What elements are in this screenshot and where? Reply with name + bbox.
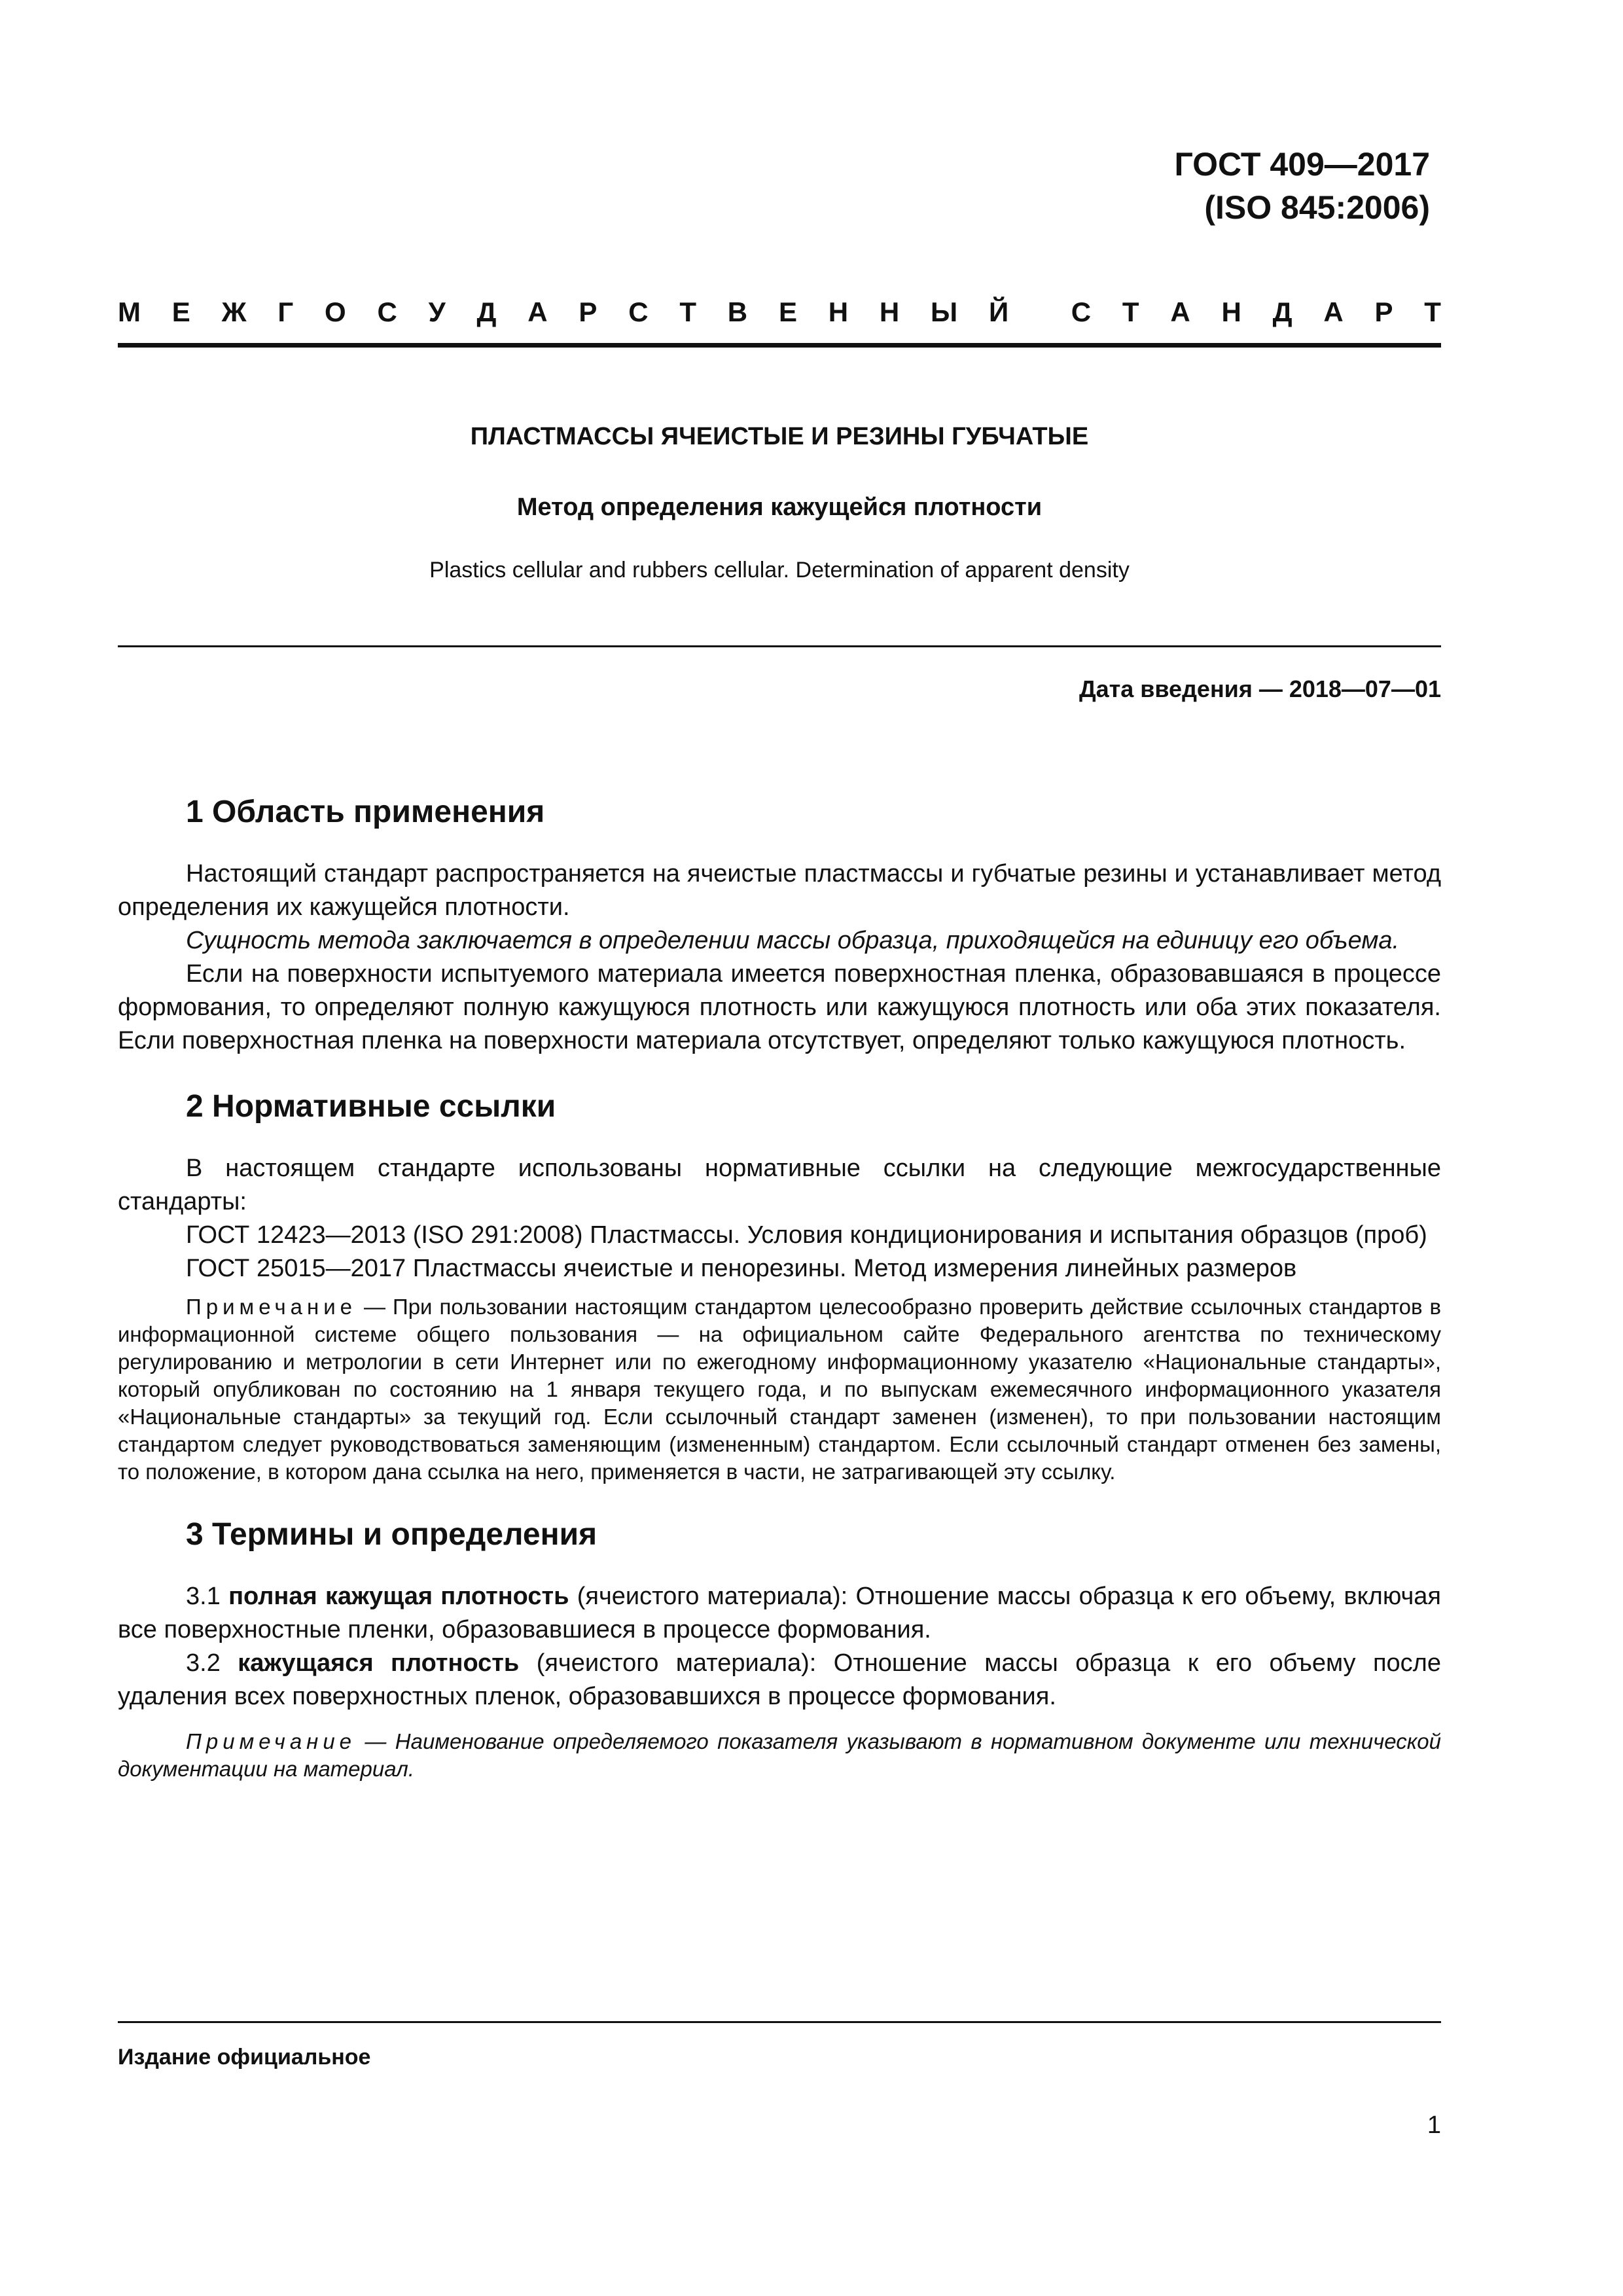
official-edition-label: Издание официальное xyxy=(118,2045,371,2070)
banner-letter: Н xyxy=(879,296,900,327)
normative-reference: ГОСТ 12423—2013 (ISO 291:2008) Пластмассы. Условия кондиционирования и испытания образцов (проб) xyxy=(186,1221,1427,1249)
iso-equivalent: (ISO 845:2006) xyxy=(1204,189,1430,226)
banner-letter: Т xyxy=(1122,296,1139,327)
term-definition-text: (ячеистого материала): Отношение массы образца к его объему, включая все поверхностные пленки, образовавшиеся в процессе формования. xyxy=(118,1583,1441,1643)
section-2-heading: 2 Нормативные ссылки xyxy=(186,1089,556,1124)
banner-letter: А xyxy=(527,296,548,327)
note-label: Примечание xyxy=(186,1729,357,1753)
banner-letter: О xyxy=(324,296,346,327)
section-3-heading: 3 Термины и определения xyxy=(186,1517,597,1552)
banner-letter: Д xyxy=(1272,296,1293,327)
document-body xyxy=(118,792,1441,1783)
interstate-standard-banner xyxy=(118,295,1441,330)
title-divider xyxy=(118,645,1441,647)
banner-letter: Р xyxy=(1374,296,1393,327)
note-text: — Наименование определяемого показателя указывают в нормативном документе или технической документации на материал. xyxy=(118,1729,1441,1781)
page-number: 1 xyxy=(1427,2111,1441,2139)
document-title: ПЛАСТМАССЫ ЯЧЕИСТЫЕ И РЕЗИНЫ ГУБЧАТЫЕ xyxy=(470,423,1089,450)
banner-letter: С xyxy=(628,296,649,327)
note-label: Примечание xyxy=(186,1295,357,1319)
banner-letter: В xyxy=(727,296,748,327)
document-subtitle: Метод определения кажущейся плотности xyxy=(516,493,1043,521)
banner-letter: Н xyxy=(828,296,849,327)
spacer xyxy=(118,1058,1441,1086)
section-2-paragraph: В настоящем стандарте использованы нормативные ссылки на следующие межгосударственные стандарты: xyxy=(118,1155,1441,1215)
standard-code xyxy=(1174,143,1430,229)
section-1-heading: 1 Область применения xyxy=(186,795,545,829)
standard-number: ГОСТ 409—2017 xyxy=(1174,146,1430,183)
header-divider xyxy=(118,343,1441,348)
section-1-paragraph: Настоящий стандарт распространяется на ячеистые пластмассы и губчатые резины и устанавливает метод определения их кажущейся плотности. xyxy=(118,860,1441,921)
section-1-paragraph-italic: Сущность метода заключается в определении массы образца, приходящейся на единицу его объема. xyxy=(186,927,1400,954)
banner-letter: Г xyxy=(277,296,294,327)
spacer xyxy=(118,1486,1441,1515)
term-name: кажущаяся плотность xyxy=(238,1649,520,1677)
introduction-date: Дата введения — 2018—07—01 xyxy=(1079,675,1441,702)
banner-letter: У xyxy=(428,296,446,327)
banner-letter: Й xyxy=(988,296,1009,327)
banner-letter: Н xyxy=(1221,296,1241,327)
term-definition xyxy=(118,1580,1441,1647)
section-3-note xyxy=(118,1728,1441,1783)
banner-letter: М xyxy=(118,296,141,327)
banner-letter: Е xyxy=(171,296,190,327)
banner-letter: Е xyxy=(778,296,797,327)
banner-letter: А xyxy=(1170,296,1190,327)
section-2-note xyxy=(118,1293,1441,1486)
note-text: — При пользовании настоящим стандартом целесообразно проверить действие ссылочных стандартов в информационной системе общего пользования — на официальном сайте Федерального агентства по техническому регулированию и метрологии в сети Интернет или по ежегодному информационному указателю «Национальные стандарты», который опубликован по состоянию на 1 января текущего года, и по выпускам ежемесячного информационного указателя «Национальные стандарты» за текущий год. Если ссылочный стандарт заменен (изменен), то при пользовании настоящим стандартом следует руководствоваться заменяющим (измененным) стандартом. Если ссылочный стандарт отменен без замены, то положение, в котором дана ссылка на него, применяется в части, не затрагивающей эту ссылку. xyxy=(118,1295,1441,1484)
banner-letter: Ы xyxy=(931,296,958,327)
footer-divider xyxy=(118,2021,1441,2023)
banner-letter: Т xyxy=(679,296,696,327)
banner-letter: А xyxy=(1323,296,1344,327)
banner-letter: Д xyxy=(476,296,497,327)
term-number: 3.2 xyxy=(186,1649,238,1677)
term-name: полная кажущая плотность xyxy=(228,1583,569,1610)
normative-reference: ГОСТ 25015—2017 Пластмассы ячеистые и пенорезины. Метод измерения линейных размеров xyxy=(186,1255,1297,1282)
english-title: Plastics cellular and rubbers cellular. Determination of apparent density xyxy=(429,558,1130,583)
banner-letter: Ж xyxy=(221,296,247,327)
banner-letter: С xyxy=(377,296,397,327)
term-number: 3.1 xyxy=(186,1583,229,1610)
banner-letter: С xyxy=(1071,296,1092,327)
banner-letter: Т xyxy=(1424,296,1441,327)
banner-letter: Р xyxy=(579,296,597,327)
term-definition-text: (ячеистого материала): Отношение массы образца к его объему после удаления всех поверхностных пленок, образовавшихся в процессе формования. xyxy=(118,1649,1441,1710)
term-definition xyxy=(118,1647,1441,1713)
section-1-paragraph: Если на поверхности испытуемого материала имеется поверхностная пленка, образовавшаяся в процессе формования, то определяют полную кажущуюся плотность или кажущуюся плотность или оба этих показателя. Если поверхностная пленка на поверхности материала отсутствует, определяют только кажущуюся плотность. xyxy=(118,960,1441,1054)
